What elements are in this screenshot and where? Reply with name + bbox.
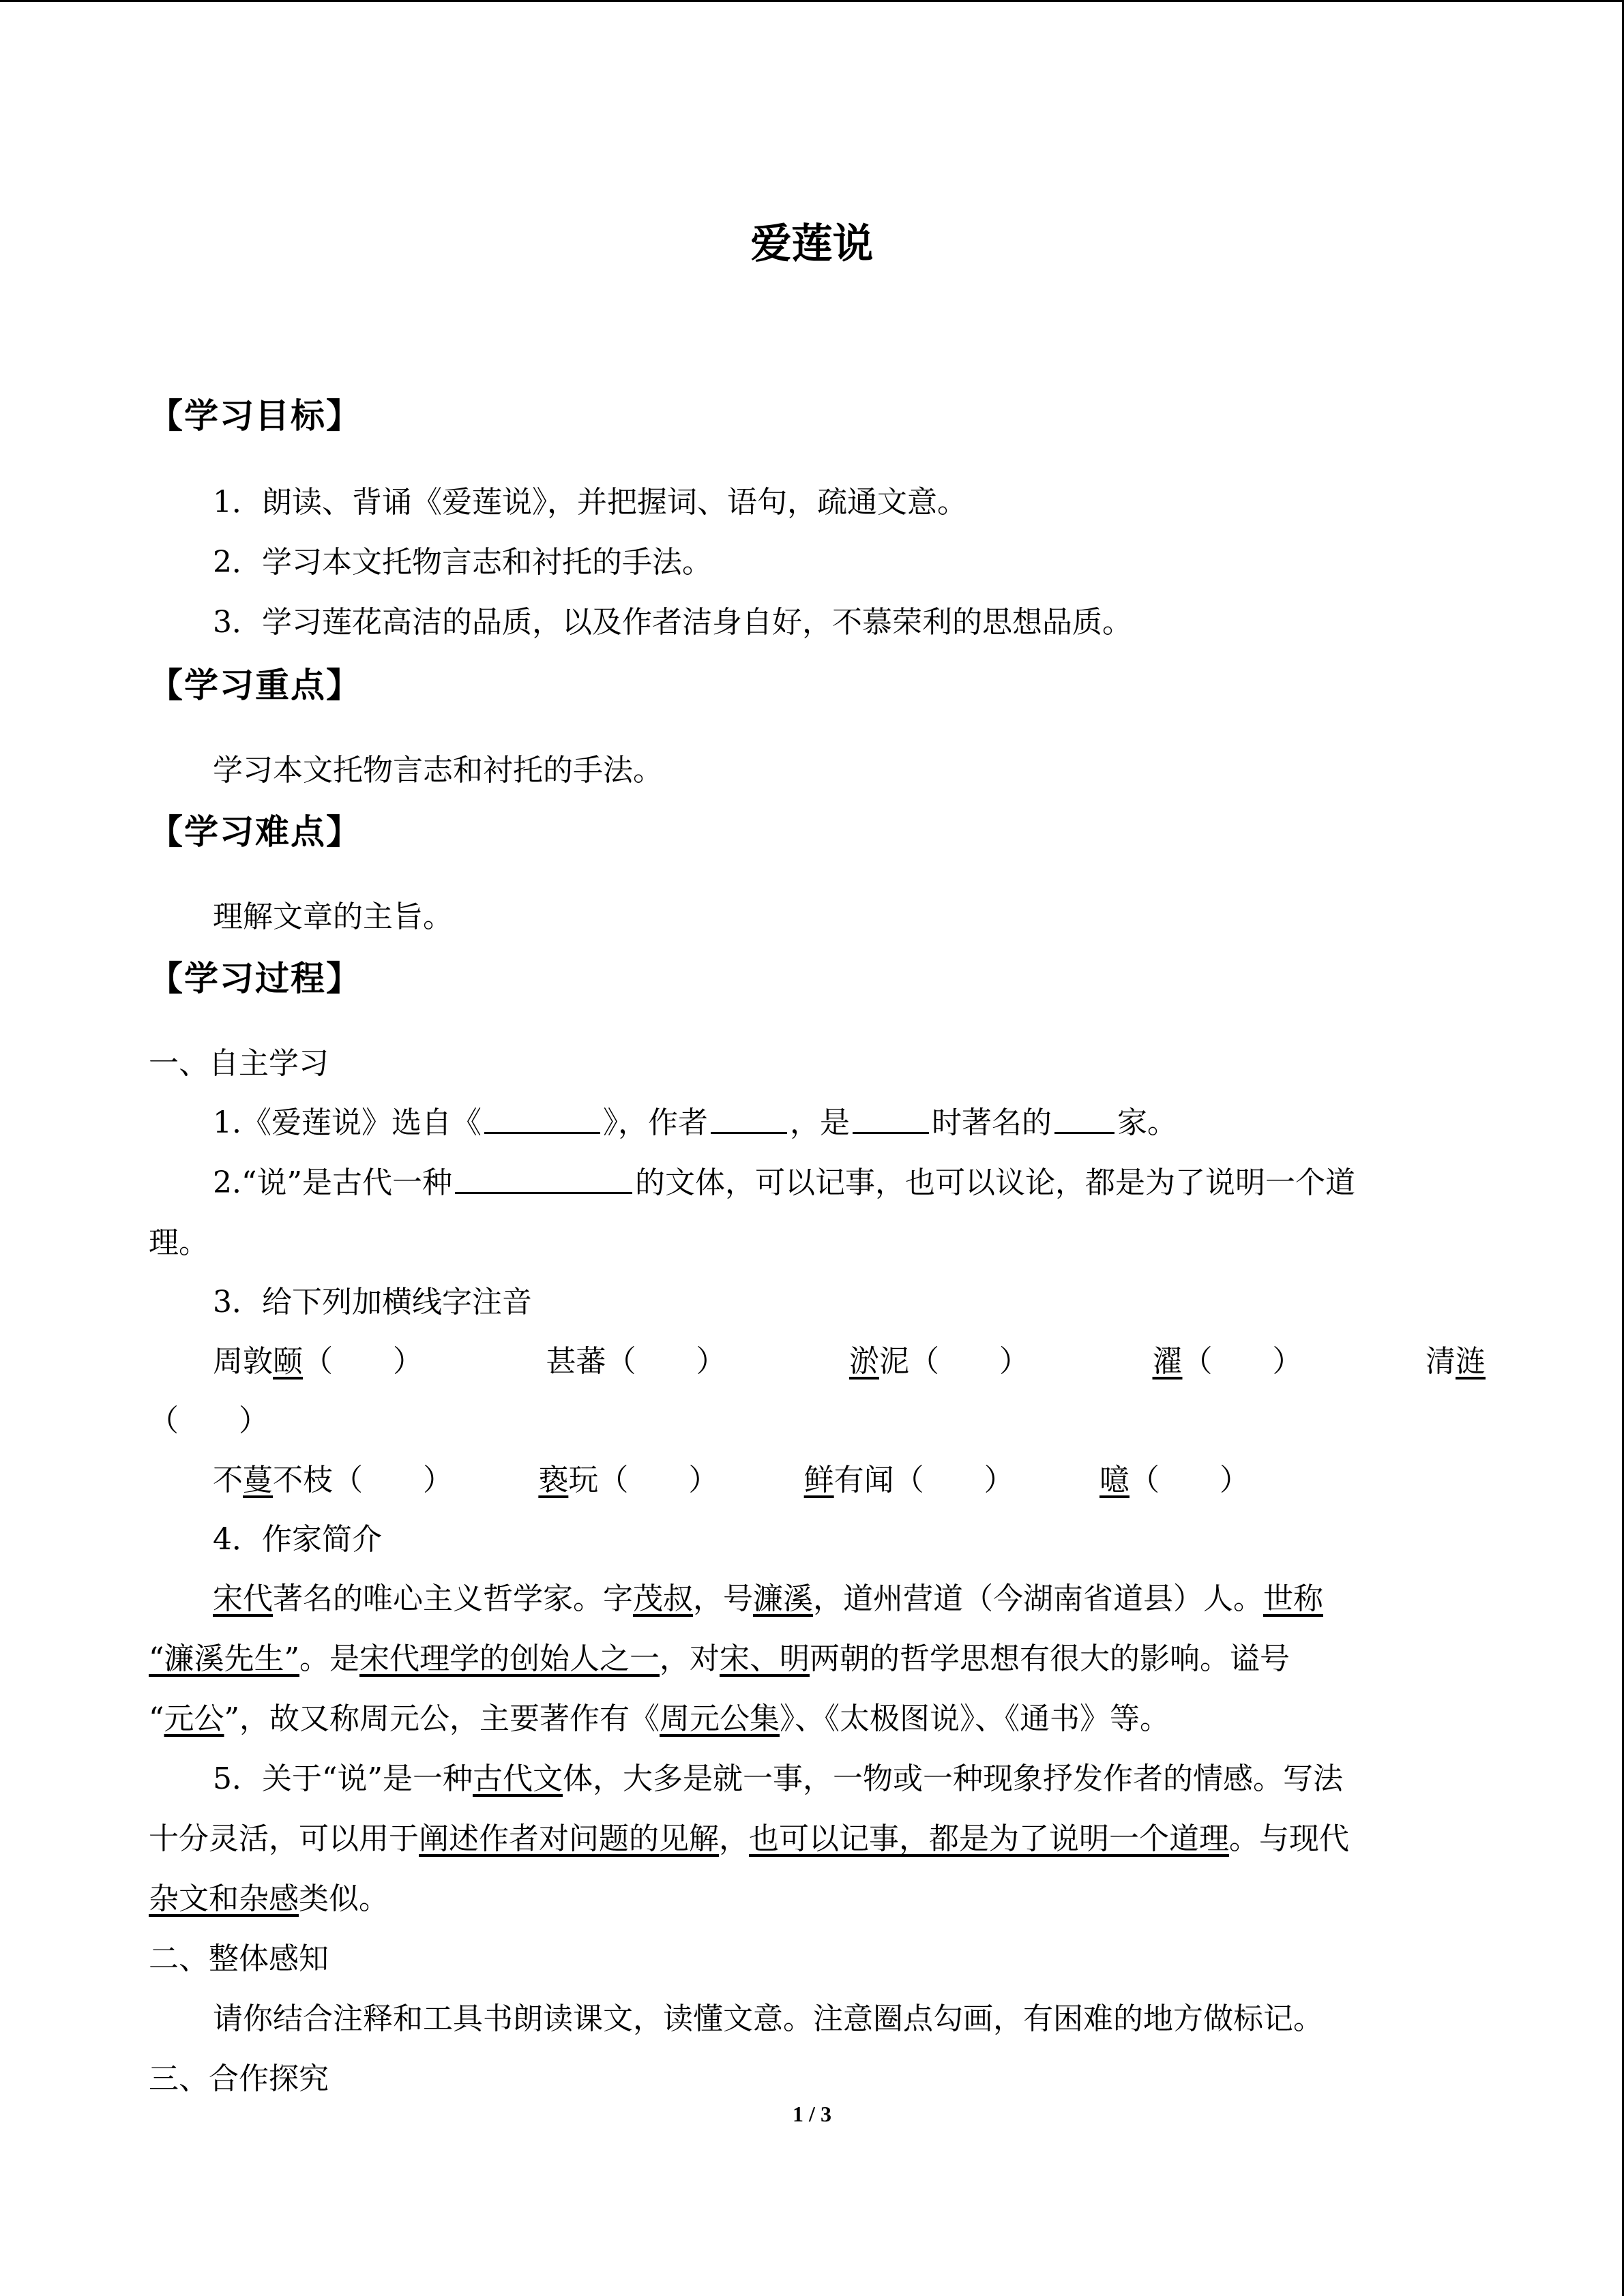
author-bio-line-2: “濂溪先生”。是宋代理学的创始人之一，对宋、明两朝的哲学思想有很大的影响。谥号: [149, 1641, 1290, 1676]
heading-process: 【学习过程】: [149, 959, 361, 998]
pinyin-item: 淤泥（ ）: [849, 1344, 1029, 1379]
heading-focus: 【学习重点】: [149, 666, 361, 705]
question-3-title: 3．给下列加横线字注音: [213, 1285, 532, 1320]
pinyin-item: 亵玩（ ）: [538, 1463, 719, 1497]
blank-author: [711, 1102, 787, 1134]
blank-profession: [1054, 1102, 1114, 1134]
part2-title: 二、整体感知: [149, 1941, 329, 1976]
blank-source: [484, 1102, 600, 1134]
page-border-top: [0, 0, 1624, 2]
pinyin-item: 不蔓不枝（ ）: [213, 1463, 453, 1497]
part2-text: 请你结合注释和工具书朗读课文，读懂文意。注意圈点勾画，有困难的地方做标记。: [213, 2001, 1323, 2036]
objective-item-3: 3．学习莲花高洁的品质，以及作者洁身自好，不慕荣利的思想品质。: [213, 605, 1132, 640]
blank-era: [853, 1102, 929, 1134]
author-bio-line-1: 宋代著名的唯心主义哲学家。字茂叔，号濂溪，道州营道（今湖南省道县）人。世称: [213, 1581, 1323, 1616]
heading-objectives: 【学习目标】: [149, 396, 361, 436]
pinyin-row-1-wrap: （ ）: [149, 1403, 269, 1438]
blank-genre: [455, 1162, 632, 1194]
question-1: 1.《爱莲说》选自《 》，作者 ，是 时著名的 家。: [213, 1098, 1486, 1142]
pinyin-item: 鲜有闻（ ）: [803, 1463, 1014, 1497]
question-4-title: 4．作家简介: [213, 1522, 382, 1557]
question-2-wrap: 理。: [149, 1225, 209, 1260]
pinyin-item: 清涟: [1426, 1344, 1486, 1379]
part1-title: 一、自主学习: [149, 1046, 329, 1081]
pinyin-item: 周敦颐（ ）: [213, 1344, 423, 1379]
pinyin-row-2: [213, 1455, 1250, 1499]
pinyin-item: 濯（ ）: [1152, 1344, 1303, 1379]
objective-item-1: 1．朗读、背诵《爱莲说》，并把握词、语句，疏通文意。: [213, 485, 967, 520]
pinyin-row-1: [213, 1337, 1486, 1380]
objective-item-2: 2．学习本文托物言志和衬托的手法。: [213, 545, 712, 580]
question-5-line-3: 杂文和杂感类似。: [149, 1881, 389, 1916]
question-5-line-2: 十分灵活，可以用于阐述作者对问题的见解，也可以记事，都是为了说明一个道理。与现代: [149, 1821, 1349, 1856]
page-number: 1 / 3: [793, 2102, 831, 2126]
difficulty-text: 理解文章的主旨。: [213, 899, 453, 934]
heading-difficulty: 【学习难点】: [149, 812, 361, 852]
pinyin-item: 甚蕃（ ）: [546, 1344, 726, 1379]
page-title: 爱莲说: [750, 220, 874, 268]
part3-title: 三、合作探究: [149, 2061, 329, 2096]
author-bio-line-3: “元公”，故又称周元公，主要著作有《周元公集》、《太极图说》、《通书》等。: [149, 1701, 1170, 1736]
focus-text: 学习本文托物言志和衬托的手法。: [213, 753, 663, 788]
question-2: 2.“说”是古代一种 的文体，可以记事，也可以议论，都是为了说明一个道: [213, 1158, 1486, 1202]
pinyin-item: 噫（ ）: [1099, 1463, 1250, 1497]
question-5-line-1: 5．关于“说”是一种古代文体，大多是就一事，一物或一种现象抒发作者的情感。写法: [213, 1761, 1343, 1796]
